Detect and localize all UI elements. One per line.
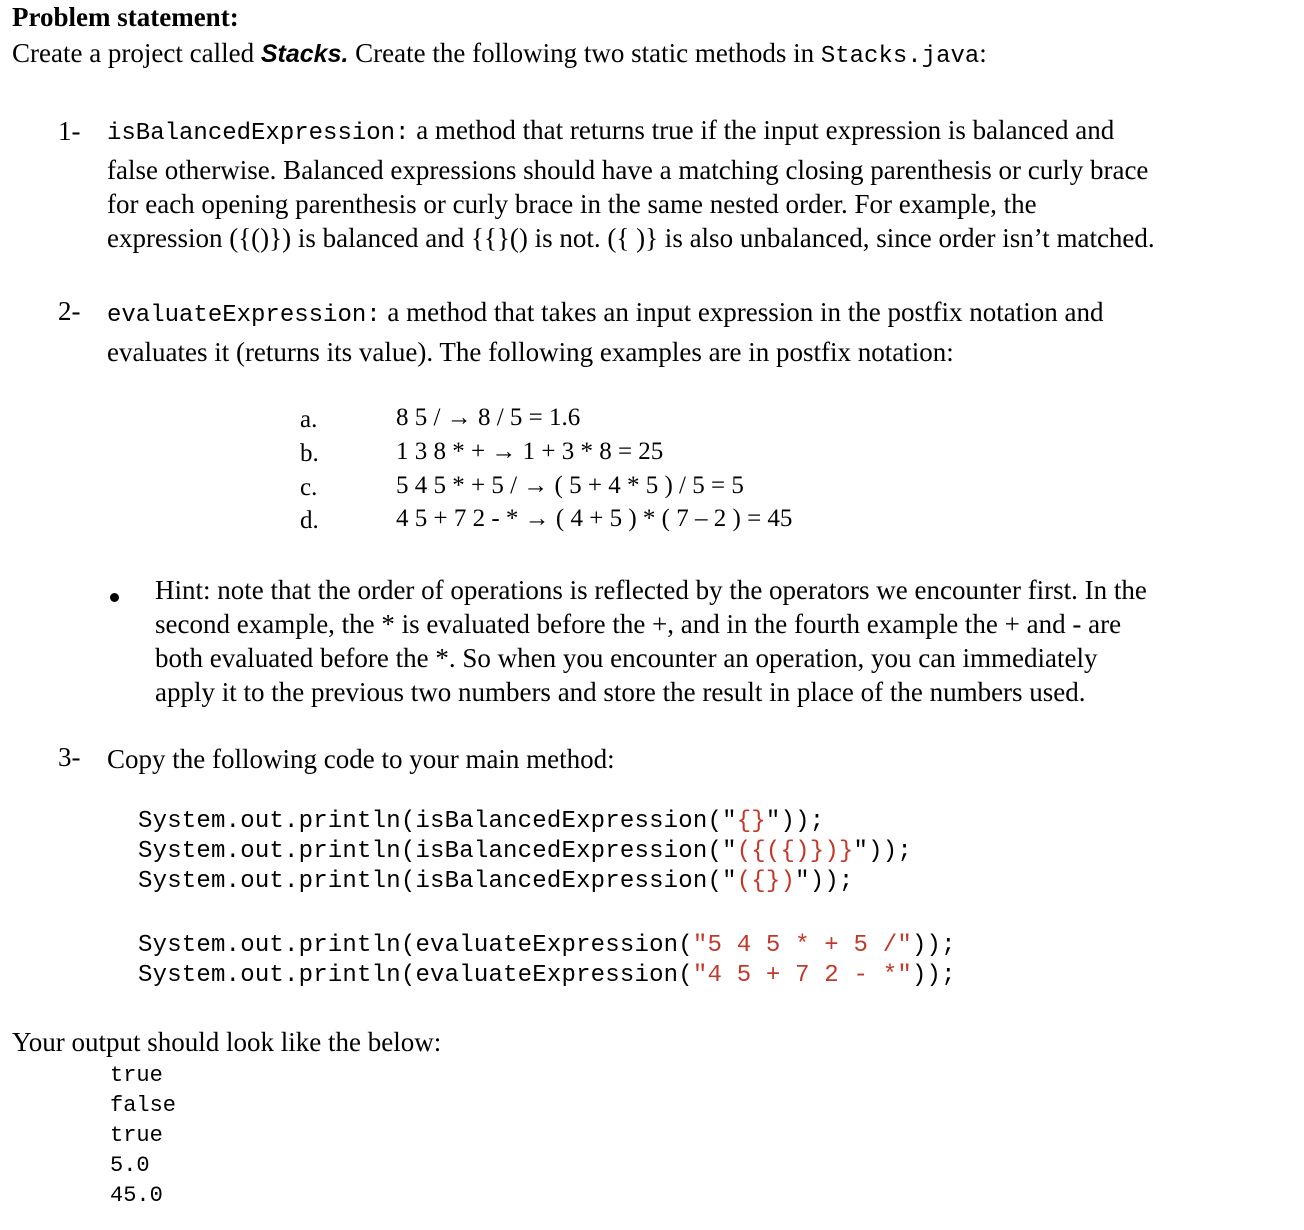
output-line-1: true: [110, 1063, 163, 1088]
item-2-number: 2-: [58, 296, 81, 326]
code-line-2-string: ({({)})}: [736, 838, 854, 865]
item-2-line-1-text: a method that takes an input expression in the postfix notation and: [387, 297, 1104, 327]
intro-text-before: Create a project called: [12, 38, 261, 68]
output-line-2: false: [110, 1093, 177, 1118]
code-line-1-string: {}: [736, 808, 766, 835]
bullet-icon: [110, 593, 119, 602]
example-c-letter: c.: [300, 474, 318, 501]
code-line-3-string: ({}): [736, 868, 796, 895]
example-b-letter: b.: [300, 440, 319, 467]
code-line-4-post: ));: [911, 932, 956, 959]
intro-text-middle: Create the following two static methods in: [348, 38, 821, 68]
method-name-evaluate: evaluateExpression:: [107, 302, 381, 329]
code-line-1: [138, 808, 824, 835]
item-3-text: Copy the following code to your main method:: [107, 744, 615, 774]
item-2-line-1: [107, 295, 1104, 333]
example-d-text: 4 5 + 7 2 - * → ( 4 + 5 ) * ( 7 – 2 ) = 45: [396, 505, 793, 532]
code-line-4-pre: System.out.println(evaluateExpression(: [138, 932, 693, 959]
hint-line-4: apply it to the previous two numbers and store the result in place of the numbers used.: [155, 677, 1086, 707]
code-line-4-string: "5 4 5 * + 5 /": [692, 932, 912, 959]
intro-paragraph: [12, 38, 987, 70]
hint-line-1: Hint: note that the order of operations is reflected by the operators we encounter first. In the: [155, 575, 1147, 605]
code-line-5-post: ));: [911, 962, 956, 989]
hint-line-3: both evaluated before the *. So when you encounter an operation, you can immediately: [155, 643, 1098, 673]
method-name-isbalanced: isBalancedExpression:: [107, 120, 410, 147]
example-a-text: 8 5 / → 8 / 5 = 1.6: [396, 404, 581, 431]
item-1-line-2: false otherwise. Balanced expressions should have a matching closing parenthesis or curly brace: [107, 155, 1149, 185]
page-title: Problem statement:: [12, 2, 239, 32]
output-label: Your output should look like the below:: [12, 1027, 442, 1057]
item-3-number: 3-: [58, 742, 81, 772]
item-1-line-1-text: a method that returns true if the input expression is balanced and: [416, 115, 1115, 145]
file-name: Stacks.java: [820, 43, 980, 70]
code-line-1-pre: System.out.println(isBalancedExpression(": [138, 808, 737, 835]
code-line-2: [138, 838, 912, 865]
code-line-3: [138, 868, 854, 895]
code-line-4: [138, 932, 956, 959]
code-line-5-string: "4 5 + 7 2 - *": [692, 962, 912, 989]
code-line-2-pre: System.out.println(isBalancedExpression(": [138, 838, 737, 865]
item-1-line-4: expression ({()}) is balanced and {{}() is not. ({ )} is also unbalanced, since order isn’t matched.: [107, 223, 1155, 253]
example-b-text: 1 3 8 * + → 1 + 3 * 8 = 25: [396, 438, 664, 465]
output-line-4: 5.0: [110, 1153, 150, 1178]
item-2-line-2: evaluates it (returns its value). The following examples are in postfix notation:: [107, 337, 954, 367]
code-line-2-post: "));: [853, 838, 912, 865]
example-d-letter: d.: [300, 507, 319, 534]
intro-text-after: :: [979, 38, 987, 68]
code-line-3-post: "));: [795, 868, 854, 895]
item-1-line-1: [107, 113, 1114, 151]
output-line-3: true: [110, 1123, 163, 1148]
hint-line-2: second example, the * is evaluated before the +, and in the fourth example the + and - are: [155, 609, 1122, 639]
code-line-1-post: "));: [765, 808, 825, 835]
code-line-3-pre: System.out.println(isBalancedExpression(": [138, 868, 737, 895]
output-line-5: 45.0: [110, 1183, 163, 1208]
item-1-line-3: for each opening parenthesis or curly brace in the same nested order. For example, the: [107, 189, 1037, 219]
code-line-5: [138, 962, 956, 989]
project-name: Stacks.: [260, 40, 349, 68]
example-a-letter: a.: [300, 406, 318, 433]
code-line-5-pre: System.out.println(evaluateExpression(: [138, 962, 693, 989]
example-c-text: 5 4 5 * + 5 / → ( 5 + 4 * 5 ) / 5 = 5: [396, 472, 744, 499]
item-1-number: 1-: [58, 116, 81, 146]
